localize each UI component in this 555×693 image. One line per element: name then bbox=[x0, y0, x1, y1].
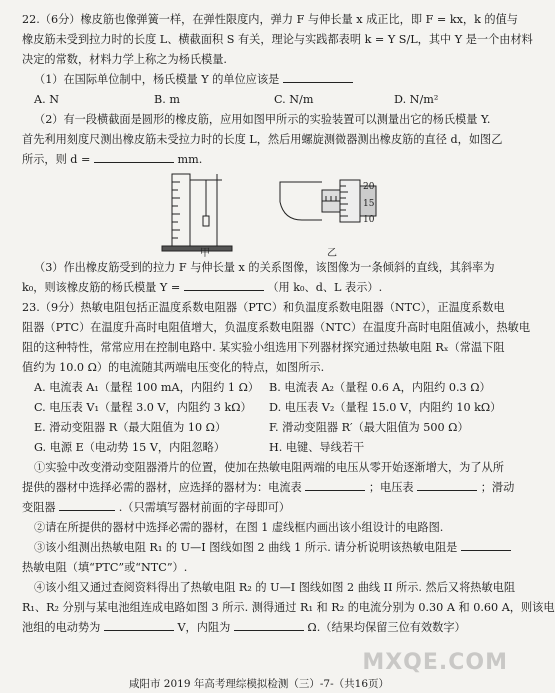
q23-s1-line1: ①实验中改变滑动变阻器滑片的位置，使加在热敏电阻两端的电压从零开始逐渐增大，为了从所 bbox=[34, 461, 504, 474]
s3-text: ③该小组测出热敏电阻 R₁ 的 U—I 图线如图 2 曲线 1 所示. 请分析说明该热敏电阻是 bbox=[34, 541, 458, 554]
fig-yi-label: 乙 bbox=[327, 248, 337, 259]
d-answer-blank[interactable] bbox=[94, 150, 174, 163]
scale-20: 20 bbox=[363, 182, 375, 192]
thermistor-type-blank[interactable] bbox=[461, 538, 511, 551]
q22-line3: 决定的常数，材料力学上称之为杨氏模量. bbox=[22, 53, 227, 66]
stand-figure bbox=[162, 174, 232, 251]
equip-a: A. 电流表 A₁（量程 100 mA，内阻约 1 Ω） bbox=[34, 381, 260, 394]
rheostat-blank[interactable] bbox=[59, 498, 115, 511]
q23-line1: 23.（9分）热敏电阻包括正温度系数电阻器（PTC）和负温度系数电阻器（NTC），正温度系数电 bbox=[22, 301, 505, 314]
voltmeter-label: ；电压表 bbox=[368, 481, 414, 494]
equip-c: C. 电压表 V₁（量程 3.0 V，内阻约 3 kΩ） bbox=[34, 401, 252, 414]
equip-row-4 bbox=[22, 438, 504, 458]
y-label: k₀，则该橡皮筋的杨氏模量 Y = bbox=[22, 281, 181, 294]
scale-15: 15 bbox=[363, 199, 375, 209]
q22-line2: 橡皮筋未受到拉力时的长度 L、横截面积 S 有关，理论与实践都表明 k = Y S/L，其中 Y 是一个由材料 bbox=[22, 33, 533, 46]
micrometer-figure bbox=[280, 180, 376, 222]
mm-unit: mm. bbox=[177, 153, 203, 166]
d-label: 所示，则 d = bbox=[22, 153, 91, 166]
option-b: B. m bbox=[154, 93, 180, 106]
q23-line2: 阻器（PTC）在温度升高时电阻值增大，负温度系数电阻器（NTC）在温度升高时电阻值减小，热敏电 bbox=[22, 321, 531, 334]
equip-row-1 bbox=[22, 378, 504, 398]
q23-s4-line2: R₁、R₂ 分别与某电池组连成电路如图 3 所示. 测得通过 R₁ 和 R₂ 的电流分别为 0.30 A 和 0.60 A，则该电 bbox=[22, 601, 555, 614]
y-hint: （用 k₀、d、L 表示）. bbox=[267, 281, 383, 294]
equip-row-2 bbox=[22, 398, 504, 418]
q22-sub3-line1: （3）作出橡皮筋受到的拉力 F 与伸长量 x 的关系图像，该图像为一条倾斜的直线，其斜率为 bbox=[34, 261, 495, 274]
q22-sub1-text: （1）在国际单位制中，杨氏模量 Y 的单位应该是 bbox=[34, 73, 280, 86]
option-a: A. N bbox=[34, 93, 59, 106]
figures-row bbox=[22, 172, 502, 258]
ammeter-blank[interactable] bbox=[305, 478, 365, 491]
q23-s3-line2: 热敏电阻（填“PTC”或“NTC”）. bbox=[22, 561, 188, 574]
option-d: D. N/m² bbox=[394, 93, 439, 106]
q22-sub2-line3 bbox=[22, 150, 502, 170]
q23-s2: ②请在所提供的器材中选择必需的器材，在图 1 虚线框内画出该小组设计的电路图. bbox=[34, 521, 444, 534]
letter-hint: .（只需填写器材前面的字母即可） bbox=[118, 501, 291, 514]
equip-row-3 bbox=[22, 418, 504, 438]
equip-h: H. 电键、导线若干 bbox=[269, 441, 365, 454]
q22-options bbox=[22, 90, 514, 110]
q23-line3: 阻的这种特性，常常应用在控制电路中. 某实验小组选用下列器材探究通过热敏电阻 Rₓ（常温下阻 bbox=[22, 341, 505, 354]
q22-sub1 bbox=[22, 70, 502, 90]
q23-s1-line3 bbox=[22, 498, 502, 518]
fig-jia-label: 甲 bbox=[200, 248, 210, 259]
q22-sub2-line2: 首先利用刻度尺测出橡皮筋未受拉力时的长度 L，然后用螺旋测微器测出橡皮筋的直径 d，如图乙 bbox=[22, 133, 503, 146]
q23-line4: 值约为 10.0 Ω）的电流随其两端电压变化的特点，如图所示. bbox=[22, 361, 325, 374]
option-c: C. N/m bbox=[274, 93, 314, 106]
voltmeter-blank[interactable] bbox=[417, 478, 477, 491]
figure-apparatus bbox=[22, 172, 502, 258]
emf-blank[interactable] bbox=[104, 618, 174, 631]
equip-f: F. 滑动变阻器 R′（最大阻值为 500 Ω） bbox=[269, 421, 469, 434]
watermark-logo: MXQE.COM bbox=[362, 650, 508, 675]
resistance-blank[interactable] bbox=[234, 618, 304, 631]
resistance-label: V，内阻为 bbox=[177, 621, 231, 634]
emf-label: 池组的电动势为 bbox=[22, 621, 101, 634]
rheostat-label-2: 变阻器 bbox=[22, 501, 56, 514]
q22-sub2-line1: （2）有一段横截面是圆形的橡皮筋，应用如图甲所示的实验装置可以测量出它的杨氏模量 Y. bbox=[34, 113, 491, 126]
scale-10: 10 bbox=[363, 215, 375, 225]
equip-d: D. 电压表 V₂（量程 15.0 V，内阻约 10 kΩ） bbox=[269, 401, 502, 414]
equip-g: G. 电源 E（电动势 15 V，内阻忽略） bbox=[34, 441, 226, 454]
q22-line1: 22.（6分）橡皮筋也像弹簧一样，在弹性限度内，弹力 F 与伸长量 x 成正比，即 F = kx，k 的值与 bbox=[22, 13, 518, 26]
page-footer: 咸阳市 2019 年高考理综模拟检测（三）-7-（共16页） bbox=[128, 678, 390, 690]
q23-s4-line3 bbox=[22, 618, 502, 638]
ammeter-label: 提供的器材中选择必需的器材，应选择的器材为：电流表 bbox=[22, 481, 302, 494]
y-answer-blank[interactable] bbox=[184, 278, 264, 291]
q23-s3-line1 bbox=[22, 538, 502, 558]
sigfig-hint: Ω.（结果均保留三位有效数字） bbox=[307, 621, 466, 634]
answer-blank[interactable] bbox=[283, 70, 353, 83]
equip-e: E. 滑动变阻器 R（最大阻值为 10 Ω） bbox=[34, 421, 227, 434]
q23-s4-line1: ④该小组又通过查阅资料得出了热敏电阻 R₂ 的 U—I 图线如图 2 曲线 II 所示. 然后又将热敏电阻 bbox=[34, 581, 516, 594]
rheostat-label: ；滑动 bbox=[480, 481, 515, 494]
q22-sub3-line2 bbox=[22, 278, 502, 298]
equip-b: B. 电流表 A₂（量程 0.6 A，内阻约 0.3 Ω） bbox=[269, 381, 491, 394]
q23-s1-line2 bbox=[22, 478, 515, 498]
